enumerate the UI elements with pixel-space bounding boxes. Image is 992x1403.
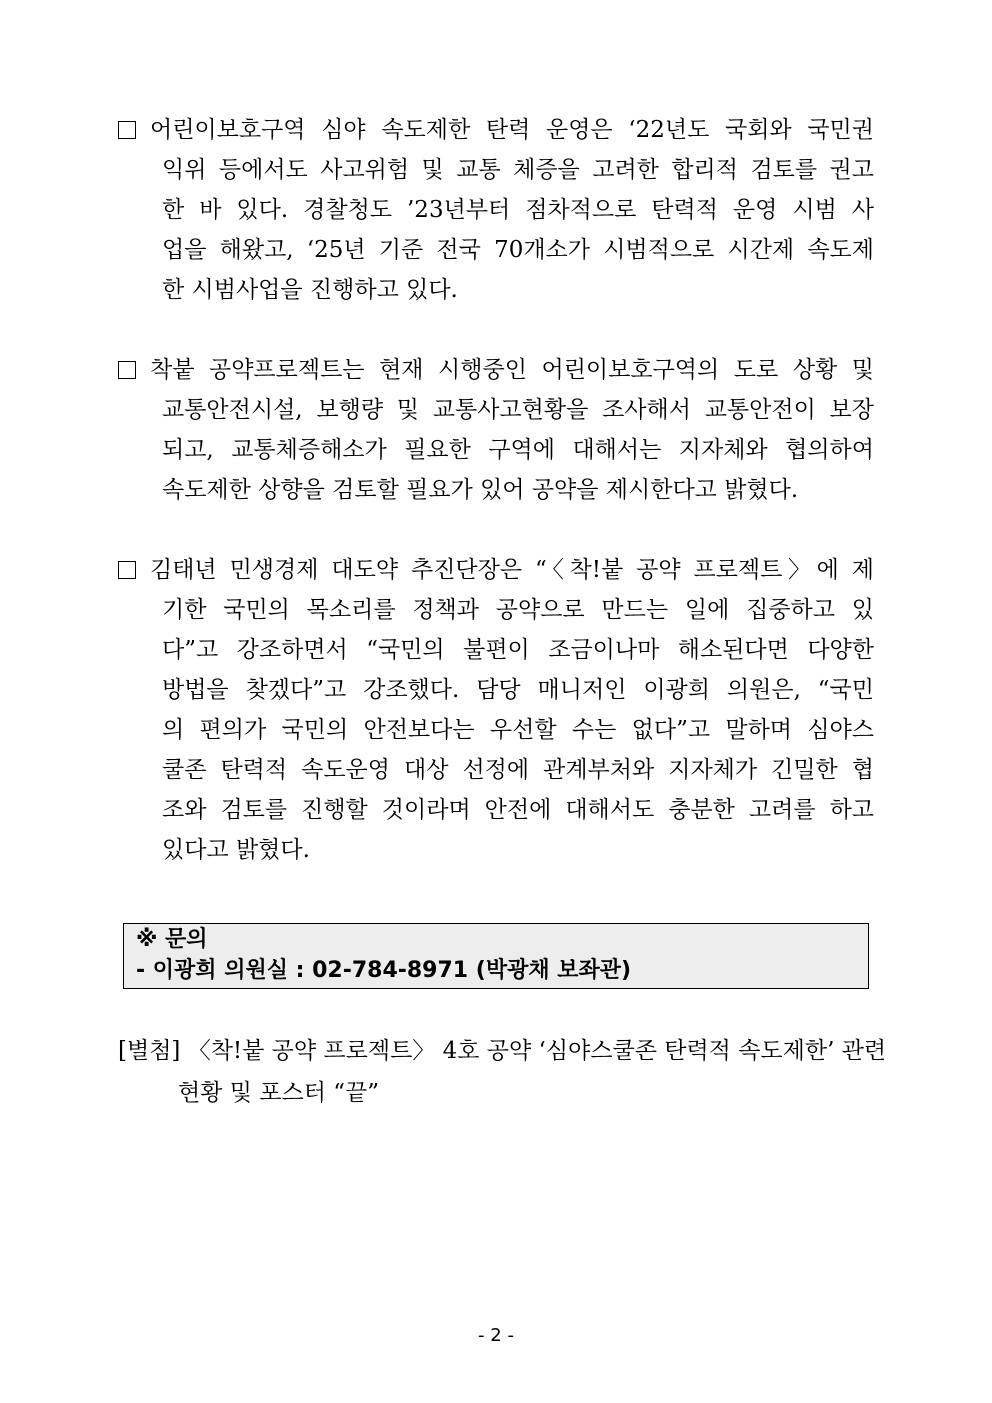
paragraph-line: 의 편의가 국민의 안전보다는 우선할 수는 없다”고 말하며 심야스 [162,717,874,743]
attachment-note [118,1030,887,1114]
paragraph-line: 착붙 공약프로젝트는 현재 시행중인 어린이보호구역의 도로 상황 및 [118,350,874,390]
checkbox-bullet-icon [118,121,136,139]
checkbox-bullet-icon [118,561,136,579]
checkbox-bullet-icon [118,361,136,379]
paragraph-line: 되고, 교통체증해소가 필요한 구역에 대해서는 지자체와 협의하여 [162,437,874,463]
paragraph-line: 쿨존 탄력적 속도운영 대상 선정에 관계부처와 지자체가 긴밀한 협 [162,757,874,783]
paragraph-line: 속도제한 상향을 검토할 필요가 있어 공약을 제시한다고 밝혔다. [162,477,799,503]
contact-title: ※ 문의 [136,927,208,952]
paragraph-line: 교통안전시설, 보행량 및 교통사고현황을 조사해서 교통안전이 보장 [162,397,874,423]
paragraph-line: 익위 등에서도 사고위험 및 교통 체증을 고려한 합리적 검토를 권고 [162,157,874,183]
contact-line: - 이광희 의원실 : 02-784-8971 (박광채 보좌관) [136,958,632,983]
paragraph-line: 어린이보호구역 심야 속도제한 탄력 운영은 ‘22년도 국회와 국민권 [118,110,874,150]
attachment-line-1: [별첨] 〈착!붙 공약 프로젝트〉 4호 공약 ‘심야스쿨존 탄력적 속도제한’ 관련 [118,1038,887,1064]
paragraph-line: 기한 국민의 목소리를 정책과 공약으로 만드는 일에 집중하고 있 [162,597,874,623]
paragraph-line: 김태년 민생경제 대도약 추진단장은 “〈착!붙 공약 프로젝트〉에 제 [118,550,874,590]
paragraph-line: 한 바 있다. 경찰청도 ’23년부터 점차적으로 탄력적 운영 시범 사 [162,197,874,223]
paragraph-line: 방법을 찾겠다”고 강조했다. 담당 매니저인 이광희 의원은, “국민 [162,677,874,703]
paragraph-1 [118,110,874,310]
paragraph-3 [118,550,874,870]
page-number: - 2 - [478,1325,514,1346]
attachment-line-2: 현황 및 포스터 “끝” [178,1080,379,1106]
paragraph-line: 조와 검토를 진행할 것이라며 안전에 대해서도 충분한 고려를 하고 [162,797,874,823]
paragraph-line: 다”고 강조하면서 “국민의 불편이 조금이나마 해소된다면 다양한 [162,637,874,663]
paragraph-line: 업을 해왔고, ‘25년 기준 전국 70개소가 시범적으로 시간제 속도제 [162,237,874,263]
paragraph-line: 있다고 밝혔다. [162,837,310,863]
paragraph-2 [118,350,874,510]
contact-box [123,923,869,989]
paragraph-line: 한 시범사업을 진행하고 있다. [162,277,458,303]
